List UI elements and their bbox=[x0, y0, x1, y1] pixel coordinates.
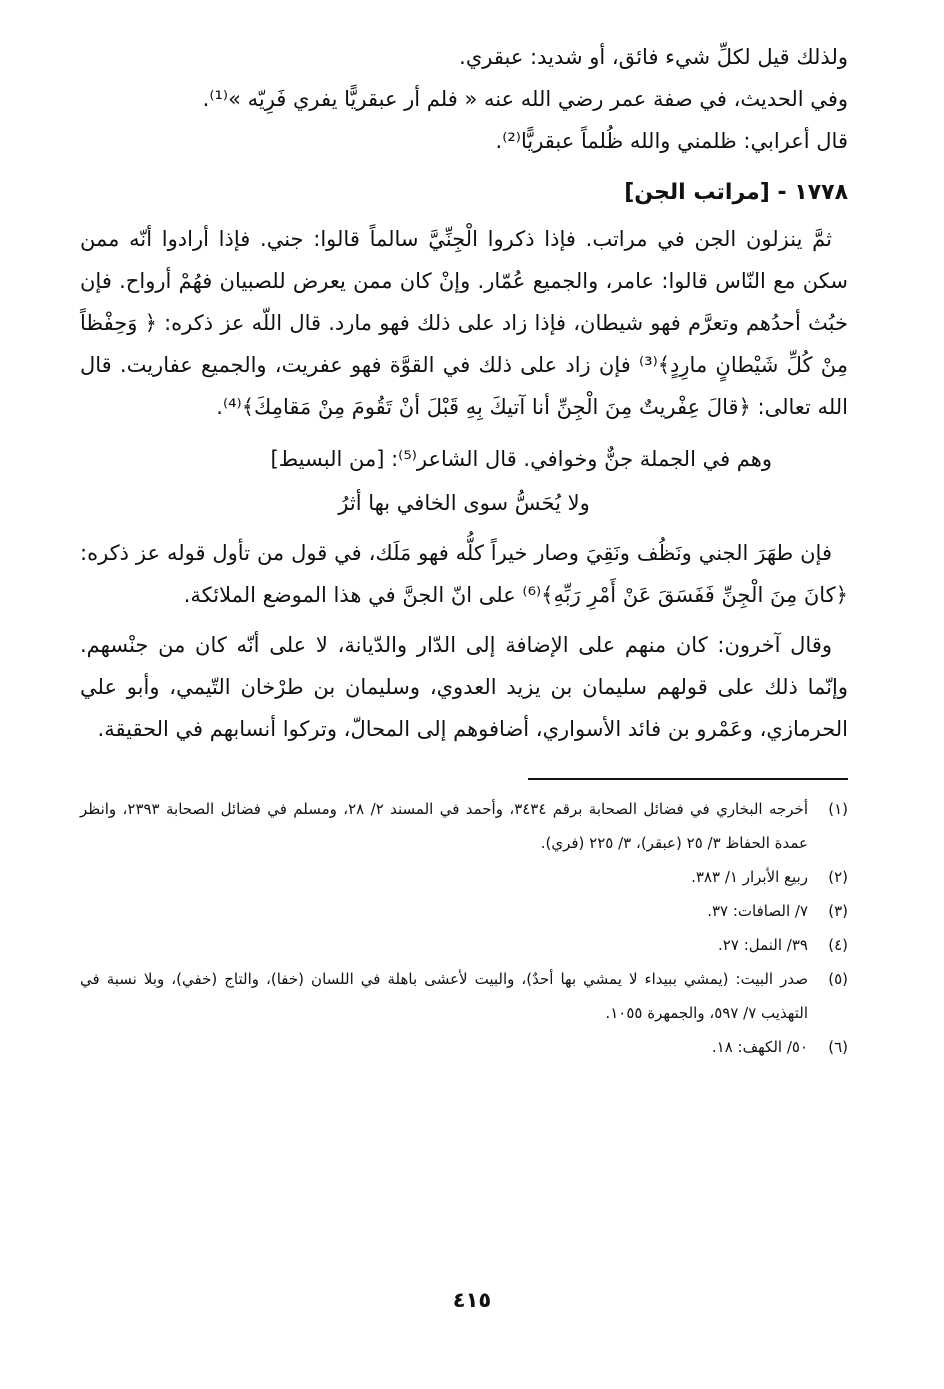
poem-verse: ولا يُحَسُّ سوى الخافي بها أثرُ bbox=[338, 491, 590, 515]
footnote-number: (٥) bbox=[828, 970, 848, 988]
footnote-text: ٧/ الصافات: ٣٧. bbox=[707, 902, 808, 920]
paragraph: وهم في الجملة جنٌّ وخوافي. قال الشاعر⁽⁵⁾: [من البسيط] bbox=[270, 447, 772, 471]
paragraph: وقال آخرون: كان منهم على الإضافة إلى الدّار والدّيانة، لا على أنّه كان من جنْسهم. وإنّما ذلك على قولهم سليمان بن يزيد العدوي، وسليمان بن طرْخان التّيمي، وأبو علي الحرمازي، وعَمْرو بن فائد الأسواري، أضافوهم إلى المحالّ، وتركوا أنسابهم في الحقيقة. bbox=[80, 633, 848, 741]
footnote bbox=[80, 894, 848, 928]
footnote-number: (٤) bbox=[828, 936, 848, 954]
footnote-text: ربيع الأبرار ١/ ٣٨٣. bbox=[691, 868, 808, 886]
footnote-text: ٣٩/ النمل: ٢٧. bbox=[718, 936, 808, 954]
paragraph: ثمَّ ينزلون الجن في مراتب. فإذا ذكروا الْجِنِّيَّ سالماً قالوا: جني. فإذا أرادوا أنّه ممن سكن مع النّاس قالوا: عامر، والجميع عُمّار. وإنْ كان ممن يعرض للصبيان فهُمْ أرواح. فإن خبُث أحدُهم وتعرَّم فهو شيطان، فإذا زاد على ذلك فهو مارد. قال اللّه عز ذكره: ﴿ وَحِفْظاً مِنْ كُلِّ شَيْطانٍ مارِدٍ﴾⁽³⁾ فإن زاد على ذلك في القوَّة فهو عفريت، والجميع عفاريت. قال الله تعالى: ﴿قالَ عِفْريتٌ مِنَ الْجِنِّ أنا آتيكَ بِهِ قَبْلَ أنْ تَقُومَ مِنْ مَقامِكَ﴾⁽⁴⁾. bbox=[80, 227, 848, 419]
footnote bbox=[80, 962, 848, 1030]
paragraph: فإن طهَرَ الجني ونَظُف ونَقِيَ وصار خيراً كلُّه فهو مَلَك، في قول من تأول قوله عز ذكره: ﴿كانَ مِنَ الْجِنِّ فَفَسَقَ عَنْ أَمْرِ رَبِّهِ﴾⁽⁶⁾ على انّ الجنَّ في هذا الموضع الملائكة. bbox=[80, 541, 848, 607]
main-text bbox=[80, 36, 848, 750]
footnote-text: أخرجه البخاري في فضائل الصحابة برقم ٣٤٣٤، وأحمد في المسند ٢/ ٢٨، ومسلم في فضائل الصحابة ٢٣٩٣، وانظر عمدة الحفاظ ٣/ ٢٥ (عبقر)، ٣/ ٢٢٥ (فري). bbox=[80, 800, 808, 852]
paragraph: قال أعرابي: ظلمني والله ظُلماً عبقريًّا⁽²⁾. bbox=[495, 129, 848, 153]
footnotes bbox=[80, 792, 848, 1064]
footnote-number: (٦) bbox=[828, 1038, 848, 1056]
footnote-number: (١) bbox=[828, 800, 848, 818]
page bbox=[80, 36, 848, 1064]
footnote bbox=[80, 792, 848, 860]
footnote-number: (٢) bbox=[828, 868, 848, 886]
footnote-text: ٥٠/ الكهف: ١٨. bbox=[711, 1038, 808, 1056]
footnote-divider bbox=[528, 778, 848, 780]
section-heading: ١٧٧٨ - [مراتب الجن] bbox=[624, 180, 848, 205]
paragraph: ولذلك قيل لكلِّ شيء فائق، أو شديد: عبقري. bbox=[459, 45, 848, 69]
footnote-text: صدر البيت: (يمشي ببيداء لا يمشي بها أحدٌ)، والبيت لأعشى باهلة في اللسان (خفا)، والتاج (خفي)، وبلا نسبة في التهذيب ٧/ ٥٩٧، والجمهرة ١٠٥٥. bbox=[80, 970, 808, 1022]
footnote-number: (٣) bbox=[828, 902, 848, 920]
page-number: ٤١٥ bbox=[452, 1288, 492, 1312]
footnote bbox=[80, 1030, 848, 1064]
footnote bbox=[80, 928, 848, 962]
paragraph: وفي الحديث، في صفة عمر رضي الله عنه « فلم أر عبقريًّا يفري فَرِيّه »⁽¹⁾. bbox=[202, 87, 848, 111]
footnote bbox=[80, 860, 848, 894]
